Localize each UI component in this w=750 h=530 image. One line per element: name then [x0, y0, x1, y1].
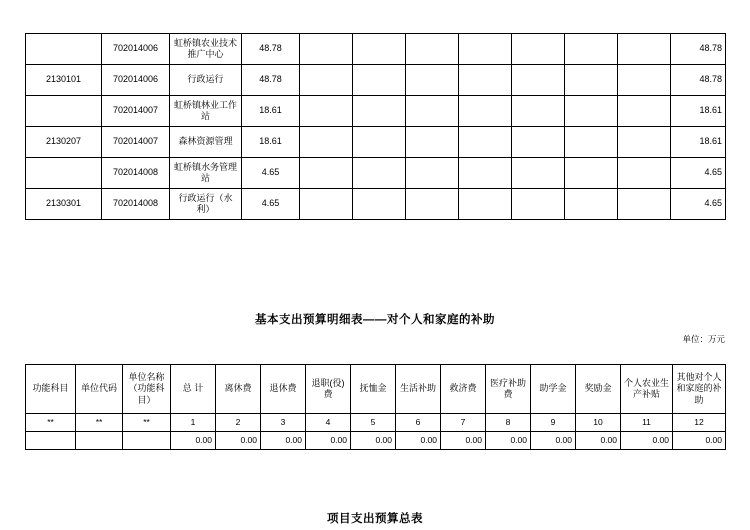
personal-family-subsidy-table [25, 364, 726, 450]
cell-total: 4.65 [242, 189, 300, 220]
table-row [26, 34, 726, 65]
cell-medical-subsidy: 0.00 [486, 432, 531, 450]
cell-blank [512, 65, 565, 96]
cell-blank [512, 189, 565, 220]
cell-blank [512, 127, 565, 158]
header-total: 总 计 [171, 365, 216, 414]
numcell: ** [123, 414, 171, 432]
header-other-subsidy: 其他对个人和家庭的补助 [673, 365, 726, 414]
cell-blank [618, 96, 671, 127]
cell-blank [406, 96, 459, 127]
cell-last-value: 18.61 [671, 96, 726, 127]
cell-unit-code: 702014007 [102, 127, 170, 158]
numcell: 5 [351, 414, 396, 432]
cell-total: 18.61 [242, 127, 300, 158]
cell-functional-code: 2130101 [26, 65, 102, 96]
cell-blank [565, 34, 618, 65]
header-unit-code: 单位代码 [76, 365, 123, 414]
cell-blank [406, 65, 459, 96]
cell-blank [565, 127, 618, 158]
header-student-aid: 助学金 [531, 365, 576, 414]
table-number-row [26, 414, 726, 432]
header-medical-subsidy: 医疗补助费 [486, 365, 531, 414]
cell-blank [618, 65, 671, 96]
cell-blank [406, 127, 459, 158]
table-header-row [26, 365, 726, 414]
cell-blank [565, 189, 618, 220]
numcell: 3 [261, 414, 306, 432]
numcell: 10 [576, 414, 621, 432]
cell-unit-code: 702014006 [102, 65, 170, 96]
table-row [26, 189, 726, 220]
cell-blank [300, 96, 353, 127]
cell-blank [300, 34, 353, 65]
cell-unit-code: 702014008 [102, 158, 170, 189]
cell-blank [353, 127, 406, 158]
basic-expenditure-continued-table [25, 33, 726, 220]
cell-blank [565, 65, 618, 96]
cell-blank [300, 158, 353, 189]
cell-blank [406, 189, 459, 220]
cell-unit-name [123, 432, 171, 450]
unit-label: 单位：万元 [682, 334, 725, 344]
section-title-personal-family-subsidy: 基本支出预算明细表——对个人和家庭的补助 [255, 314, 495, 326]
table-row [26, 158, 726, 189]
cell-functional-code [26, 34, 102, 65]
cell-unit-code: 702014006 [102, 34, 170, 65]
cell-blank [353, 65, 406, 96]
numcell: 6 [396, 414, 441, 432]
numcell: 8 [486, 414, 531, 432]
cell-relief-fund: 0.00 [441, 432, 486, 450]
cell-total: 48.78 [242, 34, 300, 65]
table-row [26, 432, 726, 450]
cell-severance: 0.00 [306, 432, 351, 450]
cell-blank [300, 127, 353, 158]
cell-blank [565, 158, 618, 189]
header-functional-code: 功能科目 [26, 365, 76, 414]
cell-blank [618, 34, 671, 65]
numcell: ** [76, 414, 123, 432]
cell-blank [512, 158, 565, 189]
cell-blank [406, 34, 459, 65]
cell-last-value: 4.65 [671, 189, 726, 220]
cell-unit-name: 虹桥镇农业技术推广中心 [170, 34, 242, 65]
header-farm-production-subsidy: 个人农业生产补贴 [621, 365, 673, 414]
cell-unit-code: 702014008 [102, 189, 170, 220]
cell-total: 4.65 [242, 158, 300, 189]
cell-retirement-pay: 0.00 [216, 432, 261, 450]
cell-last-value: 48.78 [671, 65, 726, 96]
numcell: 4 [306, 414, 351, 432]
cell-blank [406, 158, 459, 189]
cell-blank [459, 158, 512, 189]
cell-total: 18.61 [242, 96, 300, 127]
cell-blank [300, 189, 353, 220]
header-reward: 奖励金 [576, 365, 621, 414]
cell-blank [353, 158, 406, 189]
numcell: 2 [216, 414, 261, 432]
cell-unit-code: 702014007 [102, 96, 170, 127]
section-title-project-expenditure: 项目支出预算总表 [327, 513, 423, 525]
cell-blank [618, 189, 671, 220]
cell-reward: 0.00 [576, 432, 621, 450]
cell-blank [512, 34, 565, 65]
header-living-allowance: 生活补助 [396, 365, 441, 414]
cell-blank [300, 65, 353, 96]
numcell: 7 [441, 414, 486, 432]
cell-pension: 0.00 [261, 432, 306, 450]
header-pension: 退休费 [261, 365, 306, 414]
cell-blank [618, 158, 671, 189]
cell-unit-name: 森林资源管理 [170, 127, 242, 158]
cell-blank [459, 34, 512, 65]
cell-blank [618, 127, 671, 158]
cell-blank [459, 65, 512, 96]
cell-unit-name: 行政运行（水利） [170, 189, 242, 220]
cell-other-subsidy: 0.00 [673, 432, 726, 450]
cell-comfort-money: 0.00 [351, 432, 396, 450]
header-severance: 退职(役)费 [306, 365, 351, 414]
header-comfort-money: 抚恤金 [351, 365, 396, 414]
cell-farm-production-subsidy: 0.00 [621, 432, 673, 450]
cell-blank [353, 34, 406, 65]
cell-blank [565, 96, 618, 127]
cell-unit-code [76, 432, 123, 450]
cell-functional-code: 2130207 [26, 127, 102, 158]
numcell: ** [26, 414, 76, 432]
cell-blank [459, 189, 512, 220]
table-row [26, 96, 726, 127]
header-unit-name: 单位名称（功能科目） [123, 365, 171, 414]
numcell: 1 [171, 414, 216, 432]
cell-blank [353, 189, 406, 220]
cell-blank [459, 127, 512, 158]
cell-last-value: 4.65 [671, 158, 726, 189]
cell-functional-code [26, 432, 76, 450]
numcell: 12 [673, 414, 726, 432]
cell-total: 0.00 [171, 432, 216, 450]
cell-living-allowance: 0.00 [396, 432, 441, 450]
cell-unit-name: 虹桥镇林业工作站 [170, 96, 242, 127]
table-row [26, 127, 726, 158]
cell-functional-code [26, 96, 102, 127]
cell-blank [459, 96, 512, 127]
table-row [26, 65, 726, 96]
cell-unit-name: 行政运行 [170, 65, 242, 96]
numcell: 11 [621, 414, 673, 432]
cell-last-value: 18.61 [671, 127, 726, 158]
cell-blank [512, 96, 565, 127]
cell-student-aid: 0.00 [531, 432, 576, 450]
header-retirement-pay: 离休费 [216, 365, 261, 414]
cell-functional-code: 2130301 [26, 189, 102, 220]
numcell: 9 [531, 414, 576, 432]
cell-blank [353, 96, 406, 127]
cell-functional-code [26, 158, 102, 189]
cell-total: 48.78 [242, 65, 300, 96]
header-relief-fund: 救济费 [441, 365, 486, 414]
cell-last-value: 48.78 [671, 34, 726, 65]
cell-unit-name: 虹桥镇水务管理站 [170, 158, 242, 189]
